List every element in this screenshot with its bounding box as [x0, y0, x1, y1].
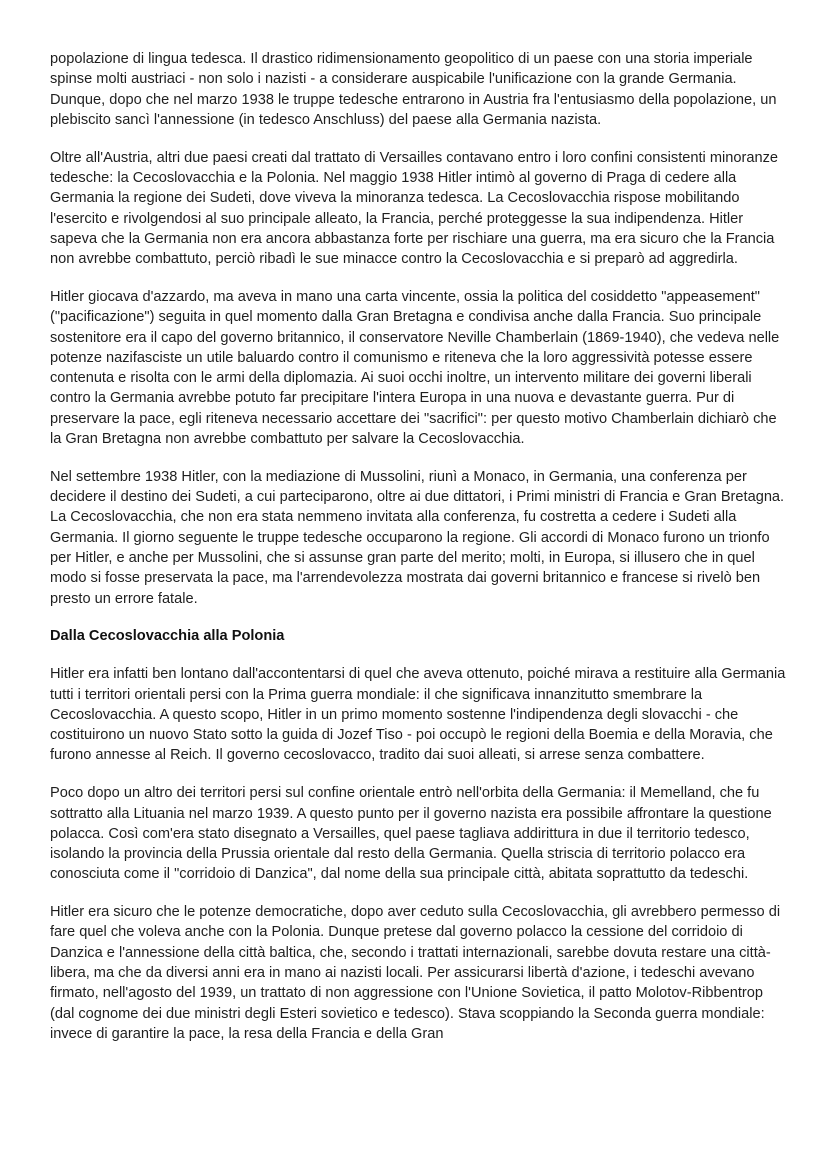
- document-page: [50, 49, 790, 1062]
- paragraph-czechoslovakia-dismemberment: Hitler era infatti ben lontano dall'accontentarsi di quel che aveva ottenuto, poiché mirava a restituire alla Germania tutti i territori orientali persi con la Prima guerra mondiale: il che significava innanzitutto smembrare la Cecoslovacchia. A questo scopo, Hitler in un primo momento sostenne l'indipendenza degli slovacchi - che costituirono un nuovo Stato sotto la guida di Jozef Tiso - poi occupò le regioni della Boemia e della Moravia, che furono annesse al Reich. Il governo cecoslovacco, tradito dai suoi alleati, si arrese senza combattere.: [50, 666, 786, 764]
- paragraph-anschluss: popolazione di lingua tedesca. Il drastico ridimensionamento geopolitico di un paese con una storia imperiale spinse molti austriaci - non solo i nazisti - a considerare auspicabile l'unificazione con la grande Germania. Dunque, dopo che nel marzo 1938 le truppe tedesche entrarono in Austria fra l'entusiasmo della popolazione, un plebiscito sancì l'annessione (in tedesco Anschluss) del paese alla Germania nazista.: [50, 51, 777, 128]
- paragraph-molotov-ribbentrop: Hitler era sicuro che le potenze democratiche, dopo aver ceduto sulla Cecoslovacchia, gli avrebbero permesso di fare quel che voleva anche con la Polonia. Dunque pretese dal governo polacco la cessione del corridoio di Danzica e l'annessione della città baltica, che, secondo i trattati internazionali, sarebbe dovuta restare una città-libera, ma che da diversi anni era in mano ai nazisti locali. Per assicurarsi libertà d'azione, i tedeschi avevano firmato, nell'agosto del 1939, un trattato di non aggressione con l'Unione Sovietica, il patto Molotov-Ribbentrop (dal cognome dei due ministri degli Esteri sovietico e tedesco). Stava scoppiando la Seconda guerra mondiale: invece di garantire la pace, la resa della Francia e della Gran: [50, 904, 781, 1042]
- paragraph-memelland-danzig: Poco dopo un altro dei territori persi sul confine orientale entrò nell'orbita della Germania: il Memelland, che fu sottratto alla Lituania nel marzo 1939. A questo punto per il governo nazista era possibile affrontare la questione polacca. Così com'era stato disegnato a Versailles, quel paese tagliava addirittura in due il territorio tedesco, isolando la provincia della Prussia orientale dal resto della Germania. Quella striscia di territorio polacco era conosciuta come il "corridoio di Danzica", dal nome della sua principale città, abitata soprattutto da tedeschi.: [50, 785, 772, 883]
- section-heading: Dalla Cecoslovacchia alla Polonia: [50, 628, 285, 645]
- paragraph-monaco-conference: Nel settembre 1938 Hitler, con la mediazione di Mussolini, riunì a Monaco, in Germania, una conferenza per decidere il destino dei Sudeti, a cui parteciparono, oltre ai due dittatori, i Primi ministri di Francia e Gran Bretagna. La Cecoslovacchia, che non era stata nemmeno invitata alla conferenza, fu costretta a cedere i Sudeti alla Germania. Il giorno seguente le truppe tedesche occuparono la regione. Gli accordi di Monaco furono un trionfo per Hitler, e anche per Mussolini, che si assunse gran parte del merito; molti, in Europa, si illusero che in quel modo si fosse preservata la pace, ma l'arrendevolezza mostrata dai governi britannico e francese si rivelò ben presto un errore fatale.: [50, 468, 785, 607]
- paragraph-appeasement: Hitler giocava d'azzardo, ma aveva in mano una carta vincente, ossia la politica del cosiddetto "appeasement" ("pacificazione") seguita in quel momento dalla Gran Bretagna e condivisa anche dalla Francia. Suo principale sostenitore era il capo del governo britannico, il conservatore Neville Chamberlain (1869-1940), che vedeva nelle potenze nazifasciste un utile baluardo contro il comunismo e riteneva che la loro aggressività potesse essere contenuta e risolta con le armi della diplomazia. Ai suoi occhi inoltre, un intervento militare dei governi liberali contro la Germania avrebbe potuto far precipitare l'intera Europa in una nuova e devastante guerra. Pur di preservare la pace, egli riteneva necessario accettare dei "sacrifici": per questo motivo Chamberlain dichiarò che la Gran Bretagna non avrebbe combattuto per salvare la Cecoslovacchia.: [50, 288, 780, 448]
- paragraph-sudeti-crisis: Oltre all'Austria, altri due paesi creati dal trattato di Versailles contavano entro i loro confini consistenti minoranze tedesche: la Cecoslovacchia e la Polonia. Nel maggio 1938 Hitler intimò al governo di Praga di cedere alla Germania la regione dei Sudeti, dove viveva la minoranza tedesca. La Cecoslovacchia rispose mobilitando l'esercito e rivolgendosi al suo principale alleato, la Francia, perché proteggesse la sua indipendenza. Hitler sapeva che la Germania non era ancora abbastanza forte per rischiare una guerra, ma era sicuro che la Francia non avrebbe combattuto, perciò ribadì le sue minacce contro la Cecoslovacchia e si preparò ad aggredirla.: [50, 149, 778, 268]
